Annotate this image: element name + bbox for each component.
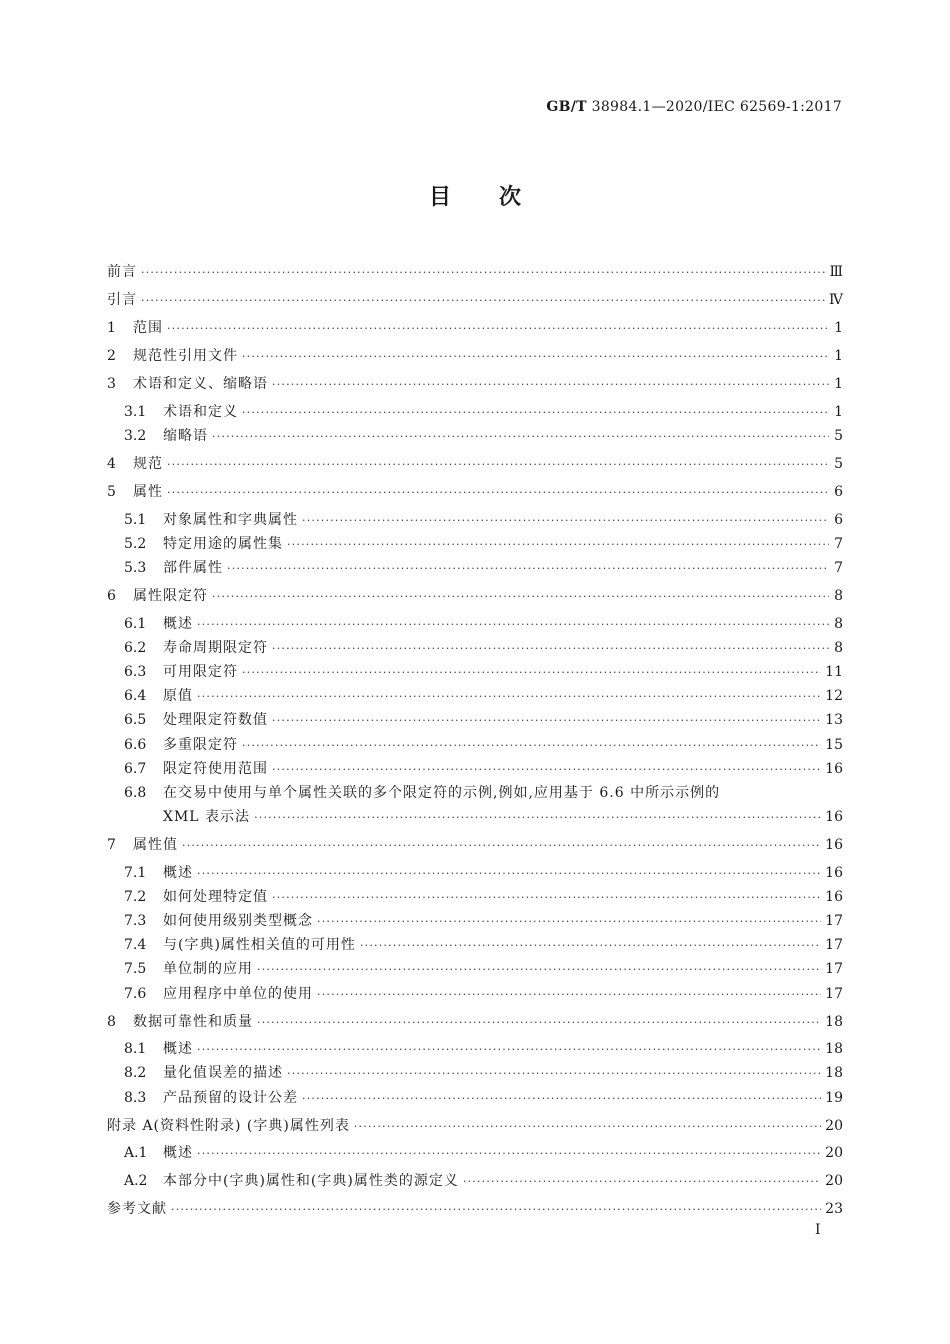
toc-entry-page: 11 — [825, 664, 843, 680]
toc-leader-dots — [317, 986, 821, 1004]
toc-entry[interactable] — [107, 454, 843, 474]
toc-entry-title: 规范性引用文件 — [133, 348, 238, 364]
toc-leader-dots — [212, 588, 829, 606]
toc-leader-dots — [272, 712, 821, 730]
toc-entry-title: 引言 — [107, 292, 137, 308]
toc-leader-dots — [272, 376, 829, 394]
toc-entry-page: 8 — [834, 616, 843, 632]
toc-entry-number: 6 — [107, 588, 116, 604]
toc-entry-title: 限定符使用范围 — [163, 761, 268, 777]
toc-entry-number: 7.4 — [124, 937, 147, 953]
page-title: 目次 — [428, 185, 569, 210]
toc-entry-page: 7 — [834, 536, 843, 552]
toc-leader-dots — [197, 616, 829, 634]
toc-entry[interactable] — [107, 835, 843, 855]
toc-entry-number: 7.1 — [124, 865, 147, 881]
toc-entry-title: 部件属性 — [163, 560, 223, 576]
toc-leader-dots — [242, 737, 821, 755]
toc-entry[interactable] — [107, 1012, 843, 1032]
toc-entry-title: 概述 — [163, 616, 193, 632]
toc-entry[interactable] — [107, 1116, 843, 1136]
toc-leader-dots — [227, 560, 829, 578]
toc-entry-page: 1 — [834, 376, 843, 392]
toc-entry[interactable] — [124, 710, 843, 730]
toc-entry-number: 7.3 — [124, 913, 147, 929]
toc-entry-number: 6.3 — [124, 664, 147, 680]
toc-entry-page: 13 — [825, 712, 843, 728]
toc-entry-title: 寿命周期限定符 — [163, 640, 268, 656]
toc-entry[interactable] — [124, 402, 843, 422]
toc-entry-page: 12 — [825, 688, 843, 704]
toc-leader-dots — [197, 865, 821, 883]
toc-entry[interactable] — [124, 759, 843, 779]
toc-entry-page: 5 — [834, 456, 843, 472]
toc-entry-page: 16 — [825, 889, 843, 905]
standard-code: GB/T — [546, 99, 587, 115]
toc-entry[interactable] — [124, 1088, 843, 1108]
toc-entry-title: 处理限定符数值 — [163, 712, 268, 728]
toc-entry-title: 概述 — [163, 1041, 193, 1057]
toc-entry-title: 应用程序中单位的使用 — [163, 986, 313, 1002]
toc-entry-number: 6.6 — [124, 737, 147, 753]
toc-entry-page: 1 — [834, 320, 843, 336]
toc-entry-title: 术语和定义 — [163, 404, 238, 420]
toc-entry-number: 6.8 — [124, 785, 147, 801]
toc-entry-title: 属性 — [133, 484, 163, 500]
toc-entry-number: 3.2 — [124, 428, 147, 444]
toc-entry[interactable] — [124, 887, 843, 907]
toc-entry[interactable] — [124, 959, 843, 979]
toc-leader-dots — [317, 913, 821, 931]
toc-entry-number: 7.5 — [124, 961, 147, 977]
toc-entry-number: 5.1 — [124, 512, 147, 528]
toc-entry-title: 属性值 — [133, 837, 178, 853]
toc-entry-page: 16 — [825, 865, 843, 881]
toc-entry-number: 7.6 — [124, 986, 147, 1002]
toc-entry-title: 量化值误差的描述 — [163, 1065, 283, 1081]
toc-leader-dots — [197, 1041, 821, 1059]
toc-entry-title: 特定用途的属性集 — [163, 536, 283, 552]
toc-entry-page: 17 — [825, 913, 843, 929]
toc-entry-number: 8.1 — [124, 1041, 147, 1057]
toc-leader-dots — [257, 1014, 821, 1032]
toc-entry[interactable] — [124, 911, 843, 931]
toc-entry-page: Ⅲ — [829, 264, 843, 280]
toc-entry-number: 1 — [107, 320, 116, 336]
toc-leader-dots — [141, 264, 825, 282]
toc-entry-title: 如何处理特定值 — [163, 889, 268, 905]
toc-entry-title: 可用限定符 — [163, 664, 238, 680]
toc-entry-number: 5.3 — [124, 560, 147, 576]
toc-leader-dots — [354, 1118, 821, 1136]
toc-entry-title: 多重限定符 — [163, 737, 238, 753]
toc-entry-title: 附录 A(资料性附录) (字典)属性列表 — [107, 1118, 350, 1134]
toc-entry-title: 如何使用级别类型概念 — [163, 913, 313, 929]
toc-leader-dots — [242, 664, 821, 682]
toc-entry[interactable] — [107, 482, 843, 502]
toc-entry[interactable] — [124, 1063, 843, 1083]
toc-entry-page: 8 — [834, 640, 843, 656]
toc-entry-page: 15 — [825, 737, 843, 753]
toc-entry-number: 6.4 — [124, 688, 147, 704]
toc-entry[interactable] — [124, 510, 843, 530]
toc-entry-page: 20 — [825, 1173, 843, 1189]
toc-entry-title: 数据可靠性和质量 — [133, 1014, 253, 1030]
toc-entry-page: 18 — [825, 1065, 843, 1081]
toc-entry-page: Ⅳ — [829, 292, 843, 308]
toc-entry[interactable] — [124, 534, 843, 554]
toc-entry-title: 属性限定符 — [133, 588, 208, 604]
toc-entry-number: 2 — [107, 348, 116, 364]
toc-entry-page: 19 — [825, 1090, 843, 1106]
toc-entry[interactable] — [124, 1171, 843, 1191]
toc-entry-title: 前言 — [107, 264, 137, 280]
toc-entry-page: 23 — [825, 1201, 843, 1217]
toc-entry[interactable] — [107, 374, 843, 394]
toc-entry-page: 6 — [834, 484, 843, 500]
toc-entry-number: 8.2 — [124, 1065, 147, 1081]
toc-entry-page: 17 — [825, 961, 843, 977]
toc-entry-page: 17 — [825, 986, 843, 1002]
toc-leader-dots — [171, 1201, 821, 1219]
toc-entry-title: 本部分中(字典)属性和(字典)属性类的源定义 — [163, 1173, 459, 1189]
toc-entry-title: 规范 — [133, 456, 163, 472]
toc-leader-dots — [302, 1090, 821, 1108]
toc-entry[interactable] — [107, 262, 843, 282]
toc-entry[interactable] — [124, 686, 843, 706]
toc-entry[interactable] — [124, 614, 843, 634]
toc-entry[interactable] — [107, 318, 843, 338]
toc-entry-page: 16 — [825, 837, 843, 853]
toc-entry-page: 18 — [825, 1014, 843, 1030]
toc-entry-page: 20 — [825, 1118, 843, 1134]
toc-entry-number: 8 — [107, 1014, 116, 1030]
toc-entry-page: 5 — [834, 428, 843, 444]
toc-entry-number: A.2 — [124, 1173, 148, 1189]
toc-leader-dots — [141, 292, 825, 310]
toc-entry-title: 与(字典)属性相关值的可用性 — [163, 937, 356, 953]
toc-entry-number: 3.1 — [124, 404, 147, 420]
toc-entry-number: 5.2 — [124, 536, 147, 552]
toc-entry-title: 范围 — [133, 320, 163, 336]
toc-leader-dots — [257, 961, 821, 979]
toc-entry-number: 7.2 — [124, 889, 147, 905]
toc-entry-page: 20 — [825, 1145, 843, 1161]
toc-entry-number: 6.2 — [124, 640, 147, 656]
toc-entry[interactable] — [107, 290, 843, 310]
toc-entry-number: 5 — [107, 484, 116, 500]
toc-entry[interactable] — [124, 426, 843, 446]
toc-entry[interactable] — [107, 346, 843, 366]
toc-entry[interactable] — [124, 662, 843, 682]
toc-entry-page: 16 — [825, 761, 843, 777]
toc-entry[interactable] — [124, 1143, 843, 1163]
toc-leader-dots — [167, 484, 829, 502]
toc-leader-dots — [272, 761, 821, 779]
toc-entry-title: 概述 — [163, 865, 193, 881]
toc-entry-title: 产品预留的设计公差 — [163, 1090, 298, 1106]
toc-entry-number: 6.1 — [124, 616, 147, 632]
toc-leader-dots — [360, 937, 821, 955]
toc-entry-title-continued: XML 表示法 — [163, 809, 251, 825]
toc-entry-page: 6 — [834, 512, 843, 528]
toc-entry-number: 3 — [107, 376, 116, 392]
toc-entry[interactable] — [124, 783, 843, 803]
toc-entry-title: 在交易中使用与单个属性关联的多个限定符的示例,例如,应用基于 6.6 中所示示例的 — [163, 785, 721, 801]
toc-entry-title: 单位制的应用 — [163, 961, 253, 977]
toc-leader-dots — [197, 688, 821, 706]
toc-leader-dots — [167, 456, 829, 474]
toc-entry-number: 6.7 — [124, 761, 147, 777]
toc-entry[interactable] — [124, 735, 843, 755]
toc-entry-number: 7 — [107, 837, 116, 853]
toc-entry-number: 8.3 — [124, 1090, 147, 1106]
toc-leader-dots — [254, 809, 821, 827]
toc-leader-dots — [272, 640, 829, 658]
toc-entry-title: 对象属性和字典属性 — [163, 512, 298, 528]
toc-entry-title: 术语和定义、缩略语 — [133, 376, 268, 392]
toc-leader-dots — [242, 404, 829, 422]
toc-entry-title: 参考文献 — [107, 1201, 167, 1217]
toc-leader-dots — [197, 1145, 821, 1163]
toc-entry-page: 1 — [834, 348, 843, 364]
toc-entry[interactable] — [124, 863, 843, 883]
toc-leader-dots — [242, 348, 829, 366]
toc-entry[interactable] — [124, 558, 843, 578]
toc-leader-dots — [212, 428, 829, 446]
toc-entry-number: 6.5 — [124, 712, 147, 728]
toc-entry-title: 概述 — [163, 1145, 193, 1161]
toc-leader-dots — [182, 837, 821, 855]
toc-entry[interactable] — [124, 984, 843, 1004]
toc-leader-dots — [272, 889, 821, 907]
toc-entry-page: 7 — [834, 560, 843, 576]
toc-entry[interactable] — [107, 586, 843, 606]
standard-number: 38984.1—2020/IEC 62569-1:2017 — [591, 99, 842, 115]
toc-entry[interactable] — [124, 638, 843, 658]
toc-leader-dots — [167, 320, 829, 338]
toc-entry-title: 缩略语 — [163, 428, 208, 444]
toc-entry-number: A.1 — [124, 1145, 148, 1161]
toc-leader-dots — [463, 1173, 821, 1191]
toc-entry-number: 4 — [107, 456, 116, 472]
toc-entry-continuation[interactable] — [124, 807, 843, 827]
page-folio: I — [815, 1222, 821, 1238]
toc-entry[interactable] — [107, 1199, 843, 1219]
toc-entry-page: 16 — [825, 809, 843, 825]
toc-leader-dots — [302, 512, 829, 530]
toc-entry-page: 1 — [834, 404, 843, 420]
toc-leader-dots — [287, 536, 829, 554]
toc-leader-dots — [287, 1065, 821, 1083]
toc-entry-title: 原值 — [163, 688, 193, 704]
toc-entry-page: 18 — [825, 1041, 843, 1057]
toc-entry-page: 17 — [825, 937, 843, 953]
toc-entry[interactable] — [124, 935, 843, 955]
toc-entry-page: 8 — [834, 588, 843, 604]
toc-entry[interactable] — [124, 1039, 843, 1059]
